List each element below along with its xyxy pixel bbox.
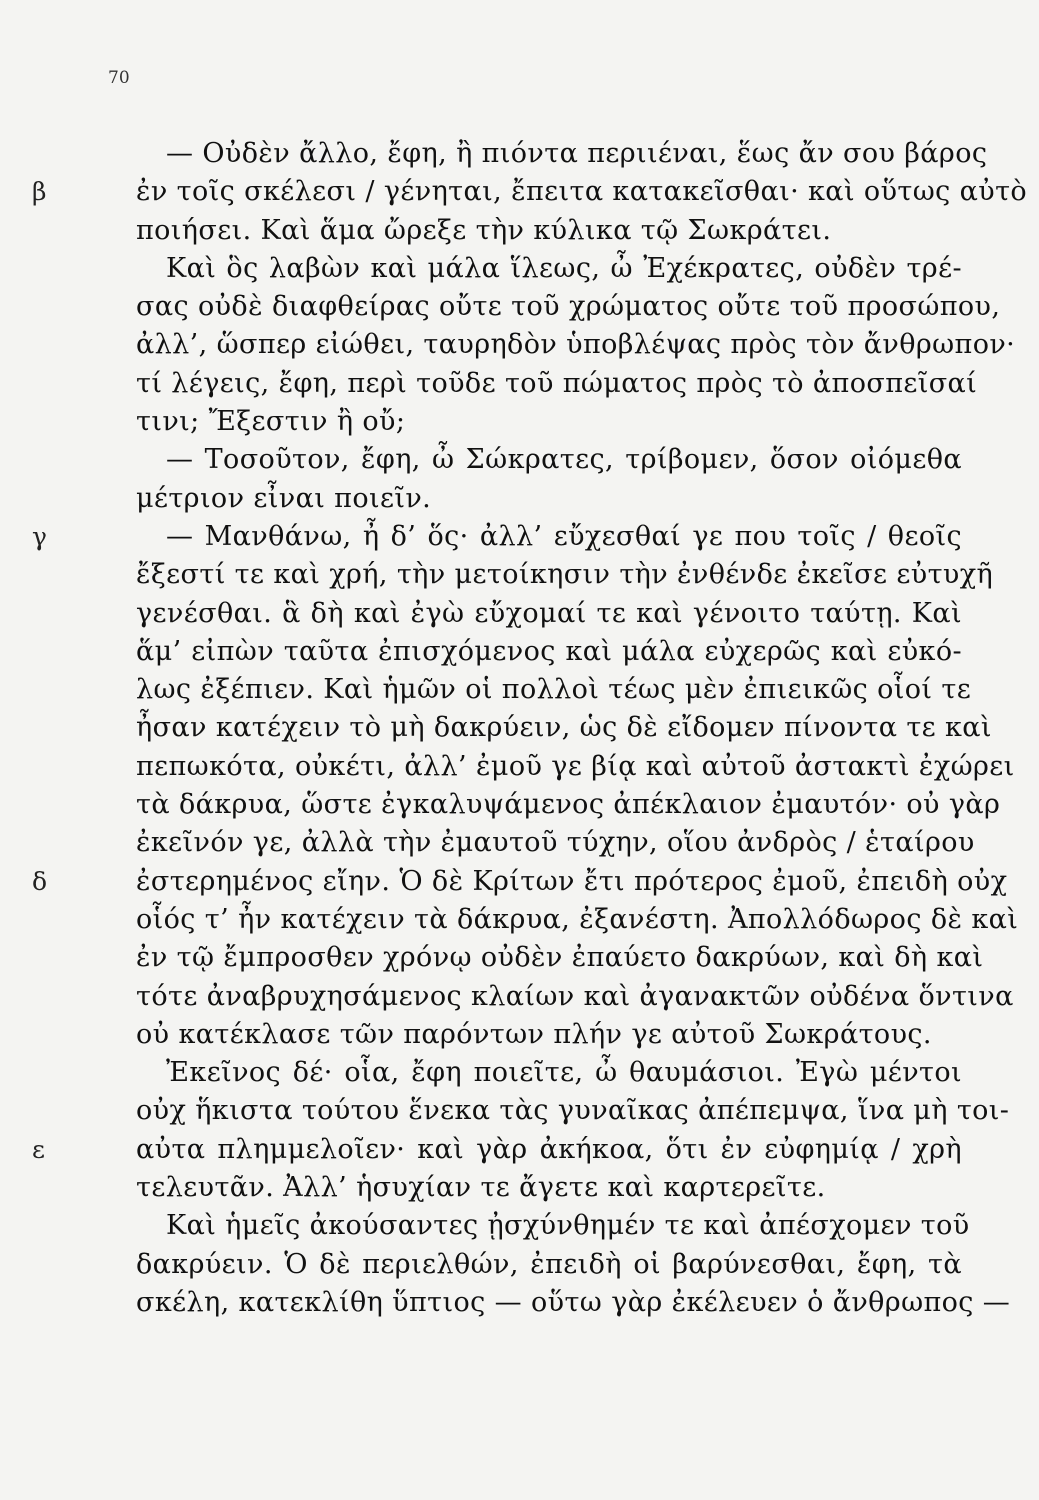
line-text: τινι; Ἔξεστιν ἢ οὔ; — [136, 406, 406, 438]
line-text: μέτριον εἶναι ποιεῖν. — [136, 482, 432, 514]
text-line — [136, 212, 962, 250]
section-marker: β — [32, 177, 47, 207]
section-marker: γ — [32, 521, 48, 551]
text-line — [32, 173, 1028, 211]
text-line — [136, 786, 1001, 824]
text-line — [136, 1092, 1010, 1130]
text-line — [136, 1207, 970, 1245]
text-line — [32, 1131, 962, 1169]
text-line — [136, 978, 1014, 1016]
line-text: ἀλλ’, ὥσπερ εἰώθει, ταυρηδὸν ὑποβλέψας πρὸς τὸν ἄνθρωπον· — [136, 329, 1016, 361]
line-text: σας οὐδὲ διαφθείρας οὔτε τοῦ χρώματος οὔτε τοῦ προσώπου, — [136, 291, 1001, 323]
text-line — [136, 135, 988, 173]
line-text: τί λέγεις, ἔφη, περὶ τοῦδε τοῦ πώματος πρὸς τὸ ἀποσπεῖσαί — [136, 367, 978, 399]
line-text: τὰ δάκρυα, ὥστε ἐγκαλυψάμενος ἀπέκλαιον ἐμαυτόν· οὐ γὰρ — [136, 789, 1001, 821]
line-text: ἐστερημένος εἴην. Ὁ δὲ Κρίτων ἔτι πρότερος ἐμοῦ, ἐπειδὴ οὐχ — [136, 865, 1008, 897]
section-marker: ε — [32, 1134, 46, 1164]
line-text: οἷός τ’ ἦν κατέχειν τὰ δάκρυα, ἐξανέστη. Ἀπολλόδωρος δὲ καὶ — [136, 903, 1019, 935]
page-number: 70 — [108, 68, 130, 88]
text-line — [32, 863, 1008, 901]
line-text: ἐν τοῖς σκέλεσι / γένηται, ἔπειτα κατακεῖσθαι· καὶ οὕτως αὐτὸ — [136, 176, 1028, 208]
section-marker: δ — [32, 866, 48, 896]
line-text: ποιήσει. Καὶ ἅμα ὤρεξε τὴν κύλικα τῷ Σωκράτει. — [136, 214, 832, 246]
text-line — [136, 403, 962, 441]
line-text: ἅμ’ εἰπὼν ταῦτα ἐπισχόμενος καὶ μάλα εὐχερῶς καὶ εὐκό- — [136, 635, 962, 667]
text-line — [136, 671, 972, 709]
line-text: σκέλη, κατεκλίθη ὕπτιος — οὕτω γὰρ ἐκέλευεν ὁ ἄνθρωπος — — [136, 1286, 1011, 1318]
text-line — [32, 518, 962, 556]
line-text: τελευτᾶν. Ἀλλ’ ἡσυχίαν τε ἄγετε καὶ καρτερεῖτε. — [136, 1172, 826, 1204]
text-line — [136, 824, 975, 862]
text-line — [136, 1169, 962, 1207]
line-text: Ἐκεῖνος δέ· οἷα, ἔφη ποιεῖτε, ὦ θαυμάσιοι. Ἐγὼ μέντοι — [166, 1057, 962, 1089]
text-line — [136, 633, 962, 671]
line-text: Καὶ ἡμεῖς ἀκούσαντες ᾐσχύνθημέν τε καὶ ἀπέσχομεν τοῦ — [166, 1210, 970, 1242]
text-line — [136, 1284, 1011, 1322]
text-line — [136, 288, 1001, 326]
line-text: δακρύειν. Ὁ δὲ περιελθών, ἐπειδὴ οἱ βαρύνεσθαι, ἔφη, τὰ — [136, 1248, 962, 1280]
line-text: οὐχ ἥκιστα τούτου ἕνεκα τὰς γυναῖκας ἀπέπεμψα, ἵνα μὴ τοι- — [136, 1095, 1010, 1127]
text-line — [136, 1054, 962, 1092]
line-text: — Τοσοῦτον, ἔφη, ὦ Σώκρατες, τρίβομεν, ὅσον οἰόμεθα — [166, 444, 962, 476]
line-text: — Μανθάνω, ἦ δ’ ὅς· ἀλλ’ εὔχεσθαί γε που τοῖς / θεοῖς — [166, 520, 962, 552]
text-line — [136, 441, 962, 479]
text-body — [32, 135, 1028, 1322]
text-line — [136, 901, 1019, 939]
line-text: αὐτα πλημμελοῖεν· καὶ γὰρ ἀκήκοα, ὅτι ἐν εὐφημίᾳ / χρὴ — [136, 1133, 962, 1165]
text-line — [136, 365, 978, 403]
text-line — [136, 480, 962, 518]
line-text: ἦσαν κατέχειν τὸ μὴ δακρύειν, ὡς δὲ εἴδομεν πίνοντα τε καὶ — [136, 712, 992, 744]
line-text: τότε ἀναβρυχησάμενος κλαίων καὶ ἀγανακτῶν οὐδένα ὅντινα — [136, 980, 1014, 1012]
text-line — [136, 250, 962, 288]
text-line — [136, 595, 962, 633]
text-line — [136, 1016, 962, 1054]
text-line — [136, 326, 1016, 364]
line-text: γενέσθαι. ἃ δὴ καὶ ἐγὼ εὔχομαί τε καὶ γένοιτο ταύτῃ. Καὶ — [136, 597, 962, 629]
text-line — [136, 556, 994, 594]
line-text: — Οὐδὲν ἄλλο, ἔφη, ἢ πιόντα περιιέναι, ἕως ἄν σου βάρος — [166, 138, 988, 169]
line-text: Καὶ ὃς λαβὼν καὶ μάλα ἵλεως, ὦ Ἐχέκρατες, οὐδὲν τρέ- — [166, 252, 962, 284]
text-line — [136, 709, 992, 747]
line-text: οὐ κατέκλασε τῶν παρόντων πλήν γε αὐτοῦ Σωκράτους. — [136, 1018, 932, 1050]
line-text: λως ἐξέπιεν. Καὶ ἡμῶν οἱ πολλοὶ τέως μὲν ἐπιεικῶς οἷοί τε — [136, 674, 972, 706]
text-line — [136, 748, 1015, 786]
line-text: ἔξεστί τε καὶ χρή, τὴν μετοίκησιν τὴν ἐνθένδε ἐκεῖσε εὐτυχῆ — [136, 559, 994, 591]
text-line — [136, 1246, 962, 1284]
line-text: ἐν τῷ ἔμπροσθεν χρόνῳ οὐδὲν ἐπαύετο δακρύων, καὶ δὴ καὶ — [136, 942, 984, 974]
line-text: ἐκεῖνόν γε, ἀλλὰ τὴν ἐμαυτοῦ τύχην, οἵου ἀνδρὸς / ἑταίρου — [136, 827, 975, 859]
line-text: πεπωκότα, οὐκέτι, ἀλλ’ ἐμοῦ γε βίᾳ καὶ αὐτοῦ ἀστακτὶ ἐχώρει — [136, 750, 1015, 782]
text-line — [136, 939, 984, 977]
